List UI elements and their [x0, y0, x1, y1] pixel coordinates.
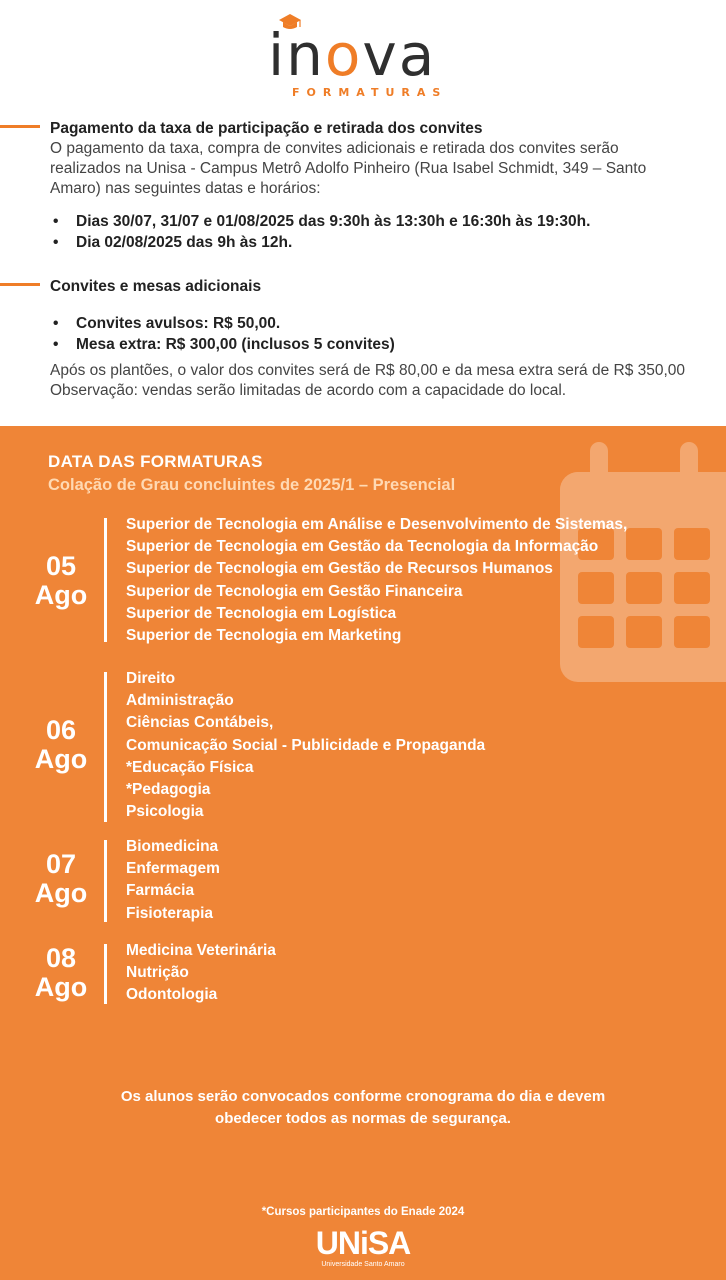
list-item: Superior de Tecnologia em Logística	[126, 604, 397, 622]
course-list	[126, 514, 627, 647]
unisa-wordmark: UNiSA	[315, 1225, 411, 1261]
list-item: Ciências Contábeis,	[126, 714, 274, 732]
list-item: Superior de Tecnologia em Gestão Financeira	[126, 582, 463, 600]
list-item: *Pedagogia	[126, 781, 211, 799]
list-item: Farmácia	[126, 882, 195, 900]
list-item: Psicologia	[126, 803, 204, 821]
section-accent-bar	[0, 125, 40, 128]
list-item: Administração	[126, 692, 234, 710]
unisa-logo	[0, 1226, 726, 1269]
day-date	[22, 944, 100, 1002]
logo-wordmark: inova	[268, 21, 437, 89]
enade-footnote: *Cursos participantes do Enade 2024	[261, 1206, 465, 1218]
payment-section	[50, 119, 720, 253]
day-date	[22, 850, 100, 908]
list-item: Fisioterapia	[126, 904, 213, 922]
list-item: Medicina Veterinária	[126, 942, 276, 959]
day-date	[22, 716, 100, 774]
inova-logo	[0, 10, 726, 106]
extras-section	[50, 277, 720, 401]
list-item: Odontologia	[126, 986, 218, 1004]
day-divider	[104, 840, 107, 922]
course-list	[126, 668, 485, 823]
day-divider	[104, 944, 107, 1004]
extras-title: Convites e mesas adicionais	[50, 278, 262, 295]
day-divider	[104, 672, 107, 822]
safety-notice: Os alunos serão convocados conforme cronograma do dia e devem obedecer todos as normas de segurança.	[120, 1088, 606, 1127]
unisa-subtitle: Universidade Santo Amaro	[321, 1261, 405, 1268]
logo-subtitle: FORMATURAS	[292, 86, 448, 99]
list-item: Enfermagem	[126, 860, 220, 878]
list-item: • Mesa extra: R$ 300,00 (inclusos 5 convites)	[50, 334, 720, 355]
list-item: Superior de Tecnologia em Gestão da Tecnologia da Informação	[126, 538, 599, 556]
extras-text: Após os plantões, o valor dos convites será de R$ 80,00 e da mesa extra será de R$ 350,00	[50, 362, 686, 379]
payment-bullets	[50, 211, 720, 253]
day-number: 05	[45, 551, 77, 581]
list-item: Biomedicina	[126, 838, 219, 855]
day-month: Ago	[34, 744, 88, 774]
list-item: • Convites avulsos: R$ 50,00.	[50, 313, 720, 334]
day-month: Ago	[34, 972, 88, 1002]
day-divider	[104, 518, 107, 642]
graduation-section	[0, 426, 726, 1280]
day-month: Ago	[34, 878, 88, 908]
extras-observation: Observação: vendas serão limitadas de acordo com a capacidade do local.	[50, 382, 567, 399]
list-item: Superior de Tecnologia em Análise e Desenvolvimento de Sistemas,	[126, 516, 628, 533]
list-item: • Dias 30/07, 31/07 e 01/08/2025 das 9:30h às 13:30h e 16:30h às 19:30h.	[50, 211, 720, 232]
list-item: Direito	[126, 670, 176, 687]
section-accent-bar	[0, 283, 40, 286]
list-item: Superior de Tecnologia em Marketing	[126, 627, 402, 645]
extras-bullets	[50, 313, 720, 355]
course-list	[126, 940, 276, 1007]
list-item: Comunicação Social - Publicidade e Propaganda	[126, 736, 486, 754]
payment-text: O pagamento da taxa, compra de convites adicionais e retirada dos convites serão realizados na Unisa - Campus Metrô Adolfo Pinheiro (Rua Isabel Schmidt, 349 – Santo Amaro) nas seguintes datas e horários:	[50, 140, 647, 197]
course-list	[126, 836, 220, 925]
list-item: *Educação Física	[126, 758, 254, 776]
list-item: • Dia 02/08/2025 das 9h às 12h.	[50, 232, 720, 253]
day-month: Ago	[34, 580, 88, 610]
day-number: 08	[45, 943, 77, 973]
graduation-subtitle: Colação de Grau concluintes de 2025/1 – Presencial	[48, 476, 456, 494]
list-item: Nutrição	[126, 964, 189, 982]
day-date	[22, 552, 100, 610]
day-number: 07	[45, 849, 77, 879]
payment-title: Pagamento da taxa de participação e retirada dos convites	[50, 120, 483, 137]
day-number: 06	[45, 715, 77, 745]
graduation-title: DATA DAS FORMATURAS	[48, 452, 263, 471]
list-item: Superior de Tecnologia em Gestão de Recursos Humanos	[126, 560, 553, 578]
